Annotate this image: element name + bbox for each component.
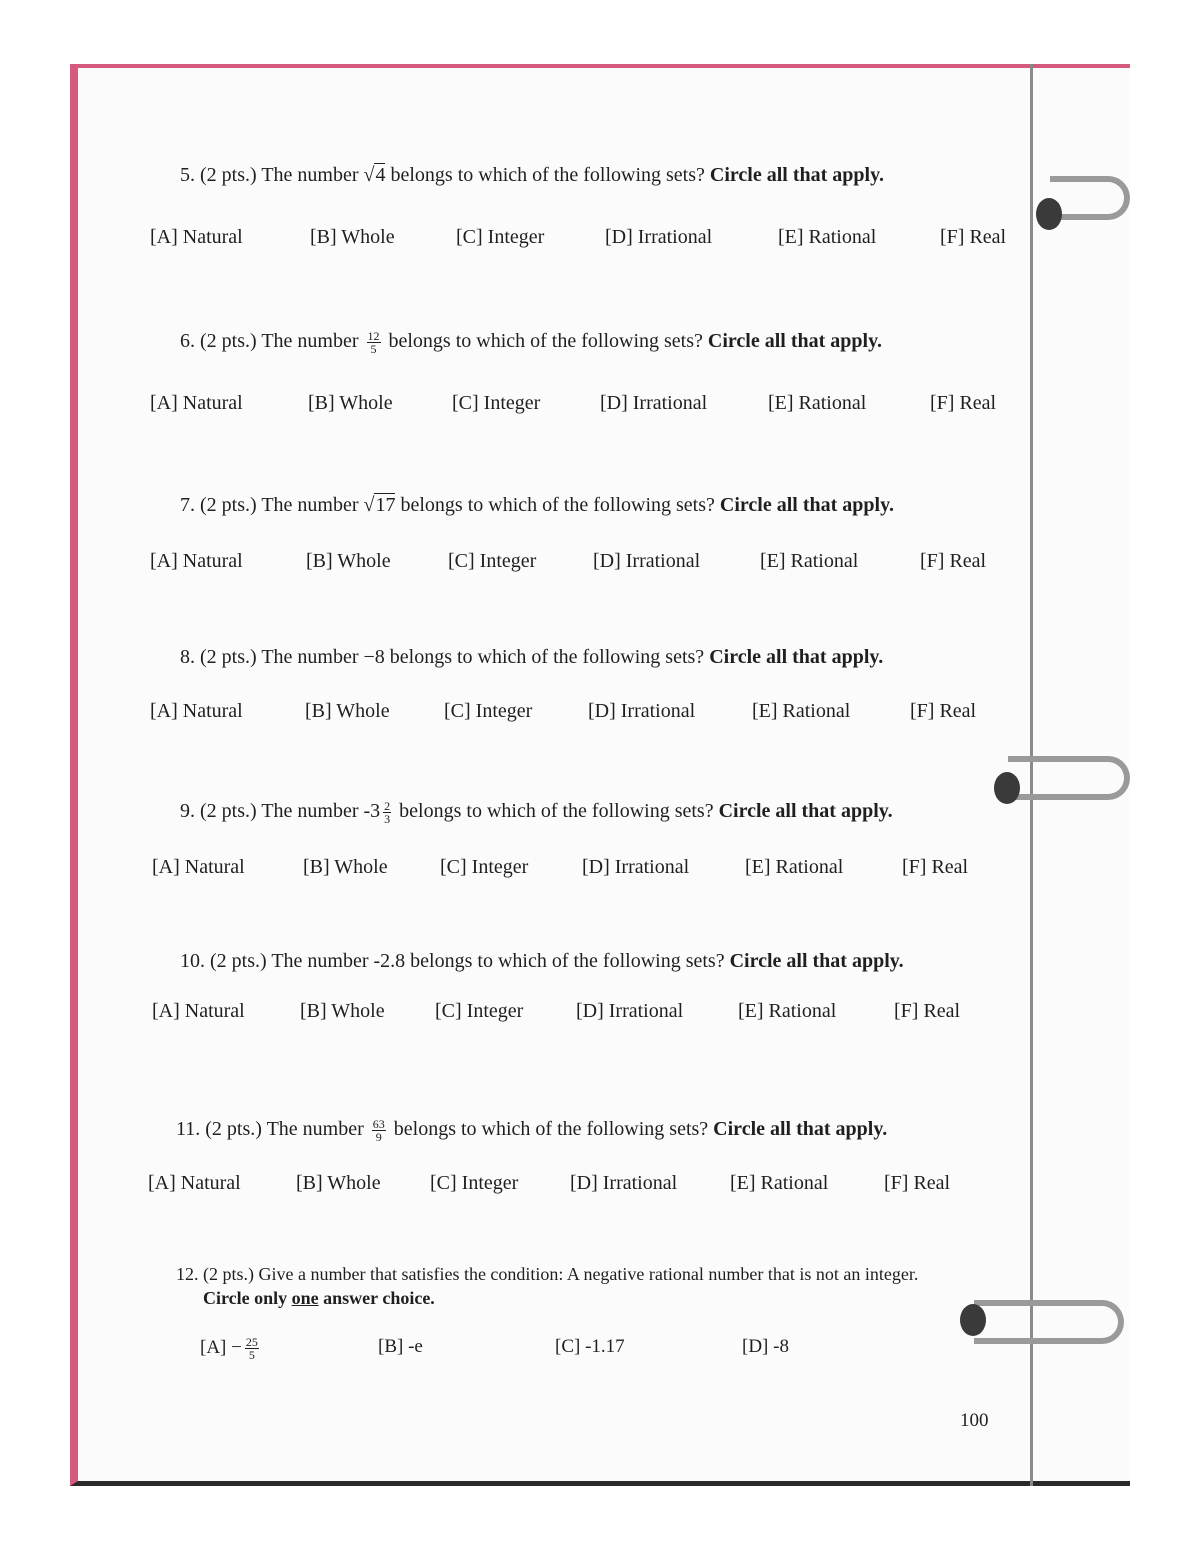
question-instruction: Circle all that apply.: [709, 164, 884, 186]
option-d[interactable]: [D] Irrational: [593, 550, 701, 572]
option-a-sign: −: [231, 1336, 242, 1358]
question-instruction: Circle all that apply.: [709, 646, 884, 668]
question-10: [180, 950, 904, 973]
question-prefix: The number: [261, 800, 359, 823]
option-d[interactable]: [D] Irrational: [576, 1000, 684, 1022]
ring-hole-top: [1036, 198, 1062, 230]
option-a[interactable]: [A] Natural: [150, 700, 243, 722]
option-d[interactable]: [D] Irrational: [600, 392, 708, 414]
question-12-line: [176, 1262, 918, 1286]
option-a[interactable]: [200, 1336, 262, 1361]
page-number: 100: [960, 1410, 989, 1431]
option-a[interactable]: [A] Natural: [150, 550, 243, 572]
question-number: 9.: [180, 800, 195, 823]
option-e[interactable]: [E] Rational: [745, 856, 844, 878]
question-number: 8.: [180, 646, 195, 668]
number-value: -2.8: [373, 950, 406, 972]
option-e[interactable]: [E] Rational: [738, 1000, 837, 1022]
question-suffix: belongs to which of the following sets?: [393, 1118, 709, 1141]
option-c[interactable]: [C] Integer: [456, 226, 545, 248]
question-instruction: Circle all that apply.: [729, 950, 904, 972]
question-points: (2 pts.): [210, 950, 267, 972]
option-a[interactable]: [A] Natural: [152, 856, 245, 878]
fraction-numerator: 12: [367, 329, 380, 343]
fraction-denominator: 3: [384, 812, 391, 826]
fraction: [245, 1336, 259, 1361]
radicand: 17: [375, 494, 396, 516]
option-f[interactable]: [F] Real: [894, 1000, 961, 1022]
option-b[interactable]: [B] Whole: [308, 392, 393, 414]
option-b[interactable]: [B] Whole: [305, 700, 390, 722]
option-a[interactable]: [A] Natural: [152, 1000, 245, 1022]
option-e[interactable]: [E] Rational: [778, 226, 877, 248]
fraction-numerator: 25: [245, 1335, 258, 1349]
option-f[interactable]: [F] Real: [920, 550, 987, 572]
option-f[interactable]: [F] Real: [902, 856, 969, 878]
question-prefix: The number: [261, 494, 359, 516]
fraction-numerator: 63: [372, 1117, 385, 1131]
question-prefix: The number: [266, 1118, 364, 1141]
fraction-denominator: 9: [375, 1130, 382, 1144]
option-a[interactable]: [A] Natural: [150, 392, 243, 414]
question-12-instruction: [176, 1286, 918, 1310]
option-b[interactable]: [B] Whole: [310, 226, 395, 248]
fraction: [383, 800, 391, 825]
question-7: [180, 494, 894, 517]
question-prefix: The number: [261, 164, 359, 186]
question-points: (2 pts.): [200, 330, 257, 353]
option-a[interactable]: [A] Natural: [148, 1172, 241, 1194]
option-a[interactable]: [A] Natural: [150, 226, 243, 248]
question-12: [176, 1262, 918, 1310]
option-d[interactable]: [D] Irrational: [605, 226, 713, 248]
question-6: [180, 330, 882, 355]
radical-sign: √: [363, 164, 375, 186]
option-f[interactable]: [F] Real: [884, 1172, 951, 1194]
sqrt-expression: [364, 164, 386, 187]
question-number: 7.: [180, 494, 195, 516]
question-points: (2 pts.): [200, 164, 257, 186]
option-f[interactable]: [F] Real: [940, 226, 1007, 248]
radicand: 4: [375, 164, 386, 186]
question-points: (2 pts.): [203, 1264, 254, 1284]
option-c[interactable]: [C] Integer: [435, 1000, 524, 1022]
option-d[interactable]: [D] Irrational: [588, 700, 696, 722]
option-c[interactable]: [C] Integer: [444, 700, 533, 722]
question-number: 5.: [180, 164, 195, 186]
fraction-numerator: 2: [384, 799, 391, 813]
binder-ring-bottom: [974, 1300, 1124, 1344]
option-b[interactable]: [B] Whole: [306, 550, 391, 572]
option-c[interactable]: [C] -1.17: [555, 1336, 625, 1357]
option-c[interactable]: [C] Integer: [448, 550, 537, 572]
question-9: [180, 800, 893, 825]
option-e[interactable]: [E] Rational: [730, 1172, 829, 1194]
option-c[interactable]: [C] Integer: [430, 1172, 519, 1194]
question-points: (2 pts.): [200, 494, 257, 516]
option-e[interactable]: [E] Rational: [760, 550, 859, 572]
option-e[interactable]: [E] Rational: [768, 392, 867, 414]
question-11: [176, 1118, 887, 1143]
ring-hole-middle: [994, 772, 1020, 804]
fraction: [372, 1118, 386, 1143]
option-d[interactable]: [D] Irrational: [582, 856, 690, 878]
mixed-number-whole: -3: [363, 800, 381, 823]
option-f[interactable]: [F] Real: [910, 700, 977, 722]
question-8: [180, 646, 883, 669]
option-f[interactable]: [F] Real: [930, 392, 997, 414]
option-b[interactable]: [B] Whole: [303, 856, 388, 878]
number-value: −8: [363, 646, 385, 668]
question-instruction: Circle all that apply.: [707, 330, 882, 353]
option-a-label: [A]: [200, 1336, 227, 1358]
question-prefix: The number: [261, 330, 359, 353]
question-prefix: The number: [261, 646, 359, 668]
question-5: [180, 164, 884, 187]
binder-ring-top: [1050, 176, 1130, 220]
binder-ring-middle: [1008, 756, 1130, 800]
question-suffix: belongs to which of the following sets?: [390, 164, 705, 186]
question-instruction: Circle all that apply.: [719, 494, 894, 516]
question-number: 10.: [180, 950, 205, 972]
radical-sign: √: [363, 494, 375, 516]
question-suffix: belongs to which of the following sets?: [389, 646, 705, 668]
instruction-post: answer choice.: [323, 1288, 435, 1308]
option-b[interactable]: [B] Whole: [300, 1000, 385, 1022]
question-instruction: Circle all that apply.: [713, 1118, 888, 1141]
option-d[interactable]: [D] Irrational: [570, 1172, 678, 1194]
question-number: 12.: [176, 1264, 199, 1284]
sqrt-expression: [364, 494, 396, 517]
question-suffix: belongs to which of the following sets?: [400, 494, 715, 516]
option-c[interactable]: [C] Integer: [440, 856, 529, 878]
ring-hole-bottom: [960, 1304, 986, 1336]
question-points: (2 pts.): [205, 1118, 262, 1141]
question-number: 11.: [176, 1118, 201, 1141]
question-prefix: The number: [271, 950, 369, 972]
fraction: [367, 330, 381, 355]
question-points: (2 pts.): [200, 646, 257, 668]
question-suffix: belongs to which of the following sets?: [410, 950, 725, 972]
question-text: Give a number that satisfies the condition: A negative rational number that is not an integer.: [258, 1264, 919, 1284]
fraction-denominator: 5: [248, 1348, 255, 1362]
option-e[interactable]: [E] Rational: [752, 700, 851, 722]
option-c[interactable]: [C] Integer: [452, 392, 541, 414]
question-points: (2 pts.): [200, 800, 257, 823]
instruction-pre: Circle only: [203, 1288, 288, 1308]
instruction-underlined: one: [291, 1288, 319, 1308]
question-number: 6.: [180, 330, 195, 353]
question-instruction: Circle all that apply.: [718, 800, 893, 823]
question-suffix: belongs to which of the following sets?: [388, 330, 703, 353]
question-suffix: belongs to which of the following sets?: [399, 800, 714, 823]
option-b[interactable]: [B] -e: [378, 1336, 423, 1357]
option-d[interactable]: [D] -8: [742, 1336, 789, 1357]
option-b[interactable]: [B] Whole: [296, 1172, 381, 1194]
fraction-denominator: 5: [370, 342, 377, 356]
